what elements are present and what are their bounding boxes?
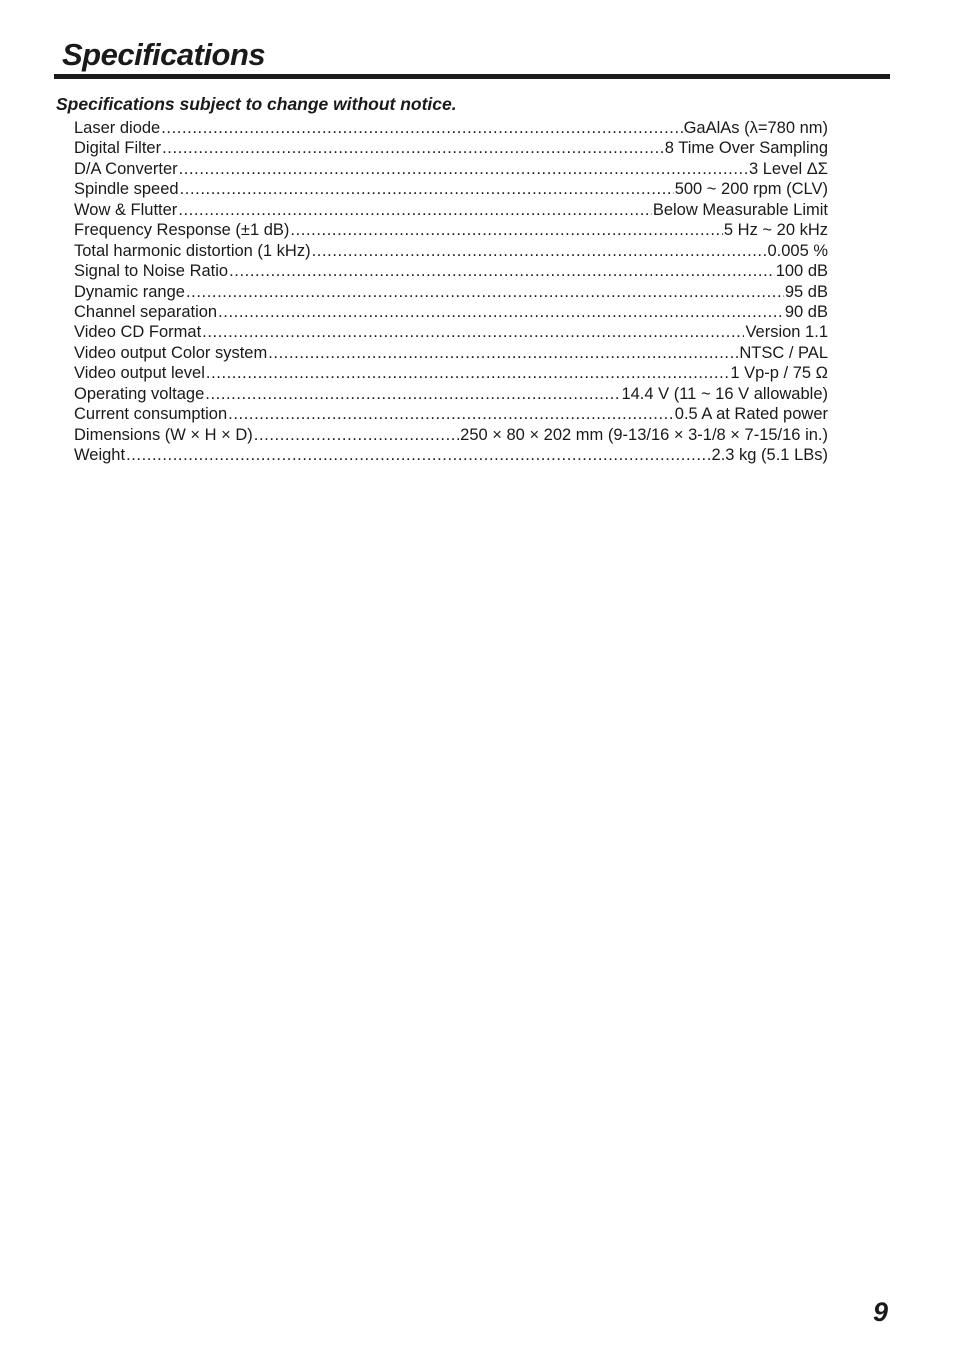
dot-leader <box>180 179 674 199</box>
spec-label: Operating voltage <box>74 384 205 403</box>
dot-leader <box>228 404 674 424</box>
dot-leader <box>206 363 729 383</box>
spec-row-da-converter <box>74 159 828 179</box>
dot-leader <box>218 302 784 322</box>
spec-label: Dynamic range <box>74 282 185 301</box>
spec-value: 95 dB <box>784 282 828 301</box>
spec-row-digital-filter <box>74 138 828 158</box>
spec-label: Signal to Noise Ratio <box>74 262 229 281</box>
dot-leader <box>202 322 744 342</box>
spec-row-wow-flutter <box>74 200 828 220</box>
spec-label: Channel separation <box>74 302 218 321</box>
dot-leader <box>161 118 682 138</box>
spec-value: NTSC / PAL <box>739 343 828 362</box>
spec-row-laser-diode <box>74 118 828 138</box>
spec-label: Weight <box>74 446 126 464</box>
spec-label: Dimensions (W × H × D) <box>74 425 253 444</box>
dot-leader <box>290 220 722 240</box>
spec-value: 3 Level ΔΣ <box>748 159 828 178</box>
dot-leader <box>178 200 652 220</box>
spec-list <box>74 118 828 465</box>
spec-row-frequency-response <box>74 220 828 240</box>
specs-notice: Specifications subject to change without notice. <box>56 94 457 114</box>
spec-value: 100 dB <box>775 262 828 281</box>
spec-value: 90 dB <box>784 302 828 321</box>
spec-label: D/A Converter <box>74 159 178 178</box>
spec-label: Wow & Flutter <box>74 200 178 219</box>
spec-value: 0.005 % <box>767 241 828 260</box>
page-number: 9 <box>872 1297 888 1327</box>
spec-value: 0.5 A at Rated power <box>674 405 828 424</box>
spec-value: Below Measurable Limit <box>652 200 828 219</box>
dot-leader <box>205 384 620 404</box>
spec-label: Total harmonic distortion (1 kHz) <box>74 241 311 260</box>
spec-value: 1 Vp-p / 75 Ω <box>730 364 828 383</box>
spec-row-weight <box>74 445 828 465</box>
spec-label: Digital Filter <box>74 139 162 158</box>
dot-leader <box>312 241 767 261</box>
spec-value: 5 Hz ~ 20 kHz <box>723 221 828 240</box>
spec-value: GaAlAs (λ=780 nm) <box>683 119 828 137</box>
spec-label: Laser diode <box>74 119 161 137</box>
spec-row-current-consumption <box>74 404 828 424</box>
spec-row-channel-separation <box>74 302 828 322</box>
spec-row-dimensions <box>74 425 828 445</box>
spec-row-snr <box>74 261 828 281</box>
spec-label: Video CD Format <box>74 323 202 342</box>
spec-value: 14.4 V (11 ~ 16 V allowable) <box>621 384 828 403</box>
title-rule <box>54 74 890 79</box>
spec-value: Version 1.1 <box>745 323 828 342</box>
dot-leader <box>162 138 664 158</box>
spec-value: 8 Time Over Sampling <box>664 139 828 158</box>
spec-label: Video output Color system <box>74 343 268 362</box>
spec-label: Video output level <box>74 364 205 383</box>
page-title: Specifications <box>62 37 266 72</box>
spec-label: Spindle speed <box>74 180 179 199</box>
spec-row-thd <box>74 241 828 261</box>
dot-leader <box>254 425 459 445</box>
spec-value: 2.3 kg (5.1 LBs) <box>711 446 828 464</box>
spec-row-operating-voltage <box>74 384 828 404</box>
dot-leader <box>126 445 710 465</box>
spec-value: 250 × 80 × 202 mm (9-13/16 × 3-1/8 × 7-15/16 in.) <box>460 425 828 444</box>
spec-row-video-output-level <box>74 363 828 383</box>
spec-row-dynamic-range <box>74 282 828 302</box>
dot-leader <box>186 282 784 302</box>
dot-leader <box>179 159 748 179</box>
dot-leader <box>229 261 775 281</box>
spec-row-spindle-speed <box>74 179 828 199</box>
spec-label: Frequency Response (±1 dB) <box>74 221 290 240</box>
dot-leader <box>268 343 738 363</box>
spec-value: 500 ~ 200 rpm (CLV) <box>674 180 828 199</box>
spec-label: Current consumption <box>74 405 228 424</box>
spec-row-video-color-system <box>74 343 828 363</box>
spec-row-video-cd-format <box>74 322 828 342</box>
